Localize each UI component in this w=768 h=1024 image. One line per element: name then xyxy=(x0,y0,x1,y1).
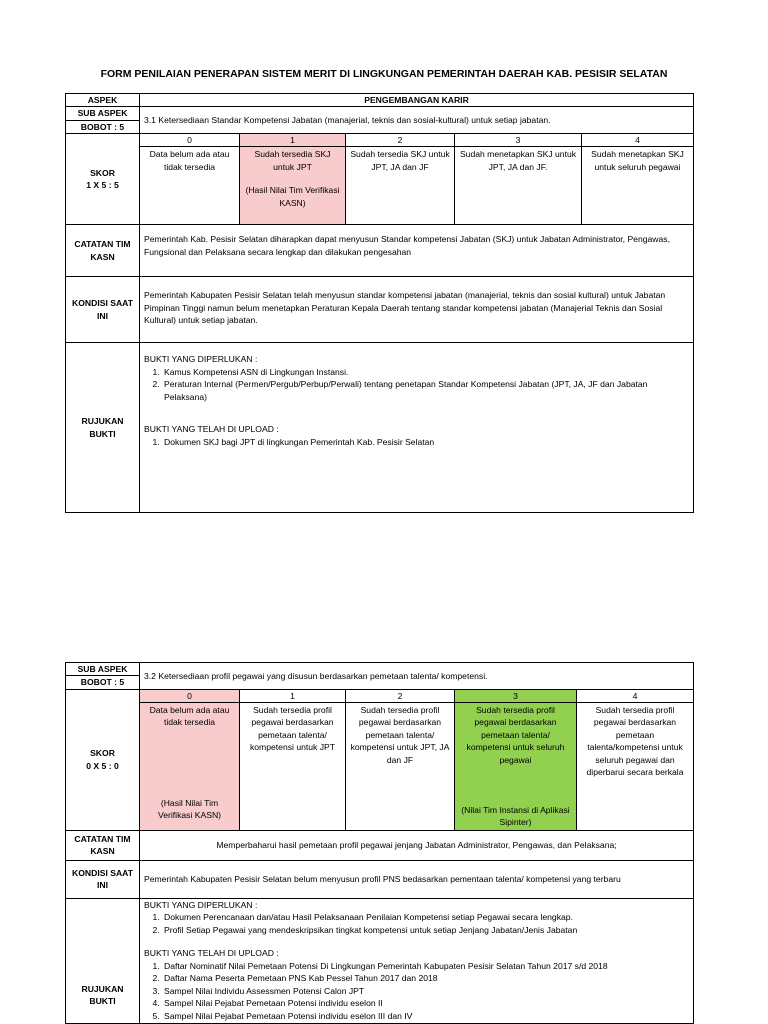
score-2: 2 xyxy=(346,134,455,147)
sub-aspek-label: SUB ASPEK xyxy=(66,663,140,676)
score-4: 4 xyxy=(577,689,694,702)
skor-value: 0 X 5 : 0 xyxy=(86,760,119,771)
score-4: 4 xyxy=(582,134,694,147)
aspek-value: PENGEMBANGAN KARIR xyxy=(140,94,694,107)
skor-cell xyxy=(66,689,140,830)
bukti-diperlukan-list xyxy=(144,366,689,403)
score-0: 0 xyxy=(140,134,240,147)
catatan-label: CATATAN TIM KASN xyxy=(66,830,140,860)
criteria-3: Sudah tersedia profil pegawai berdasarkan pemetaan talenta/ kompetensi untuk seluruh pegawai xyxy=(466,704,565,765)
rujukan-cell xyxy=(140,898,694,1023)
score-2: 2 xyxy=(346,689,455,702)
criteria-1: Sudah tersedia SKJ untuk JPT xyxy=(254,149,331,172)
bukti-upload-heading: BUKTI YANG TELAH DI UPLOAD : xyxy=(144,948,279,959)
criteria-2: Sudah tersedia SKJ untuk JPT, JA dan JF xyxy=(346,147,455,225)
sub-aspek-label: SUB ASPEK xyxy=(66,107,140,120)
bukti-diperlukan-heading: BUKTI YANG DIPERLUKAN : xyxy=(144,354,258,365)
bobot-label: BOBOT : 5 xyxy=(66,120,140,133)
criteria-0-cell xyxy=(140,702,240,830)
criteria-4: Sudah tersedia profil pegawai berdasarkan pemetaan talenta/kompetensi untuk seluruh pegawai dan diperbarui secara berkala xyxy=(577,702,694,830)
rujukan-cell xyxy=(140,343,694,513)
bukti-diperlukan-list xyxy=(144,911,689,936)
bobot-label: BOBOT : 5 xyxy=(66,676,140,689)
kondisi-label: KONDISI SAAT INI xyxy=(66,860,140,898)
bukti-upload-list xyxy=(144,960,689,1022)
assessment-table-3-2 xyxy=(65,662,694,1024)
list-item: 1. Kamus Kompetensi ASN di Lingkungan Instansi. xyxy=(162,366,689,378)
skor-value: 1 X 5 : 5 xyxy=(86,180,119,191)
kondisi-label: KONDISI SAAT INI xyxy=(66,277,140,343)
form-title: FORM PENILAIAN PENERAPAN SISTEM MERIT DI LINGKUNGAN PEMERINTAH DAERAH KAB. PESISIR SELATAN xyxy=(100,68,668,80)
criteria-0: Data belum ada atau tidak tersedia xyxy=(149,704,230,728)
list-item: 1. Dokumen SKJ bagi JPT di lingkungan Pemerintah Kab. Pesisir Selatan xyxy=(162,436,689,448)
list-item: 5. Sampel Nilai Pejabat Pemetaan Potensi individu eselon III dan IV xyxy=(162,1010,689,1022)
criteria-3: Sudah menetapkan SKJ untuk JPT, JA dan JF. xyxy=(455,147,582,225)
skor-label: SKOR xyxy=(90,167,115,178)
list-item: 2. Daftar Nama Peserta Pemetaan PNS Kab Pessel Tahun 2017 dan 2018 xyxy=(162,972,689,984)
criteria-note: (Hasil Nilai Tim Verifikasi KASN) xyxy=(245,185,340,208)
list-item: 2. Profil Setiap Pegawai yang mendeskripsikan tingkat kompetensi untuk setiap Jenjang Jabatan/Jenis Jabatan xyxy=(162,924,689,936)
list-item: 1. Dokumen Perencanaan dan/atau Hasil Pelaksanaan Penilaian Kompetensi setiap Pegawai secara lengkap. xyxy=(162,911,689,923)
catatan-label: CATATAN TIM KASN xyxy=(66,225,140,277)
catatan-text: Memperbaharui hasil pemetaan profil pegawai jenjang Jabatan Administrator, Pengawas, dan Pelaksana; xyxy=(140,830,694,860)
list-item: 4. Sampel Nilai Pejabat Pemetaan Potensi individu eselon II xyxy=(162,997,689,1009)
bukti-diperlukan-heading: BUKTI YANG DIPERLUKAN : xyxy=(144,899,258,910)
rujukan-label: RUJUKAN BUKTI xyxy=(66,343,140,513)
list-item: 3. Sampel Nilai Individu Assessmen Potensi Calon JPT xyxy=(162,985,689,997)
score-1: 1 xyxy=(240,134,346,147)
criteria-0: Data belum ada atau tidak tersedia xyxy=(140,147,240,225)
criteria-2: Sudah tersedia profil pegawai berdasarkan pemetaan talenta/ kompetensi untuk JPT, JA dan JF xyxy=(346,702,455,830)
list-item: 2. Peraturan Internal (Permen/Pergub/Perbup/Perwali) tentang penetapan Standar Kompetensi Jabatan (JPT, JA, JF dan Jabatan Pelaksana) xyxy=(162,378,689,403)
list-item: 1. Daftar Nominatif Nilai Pemetaan Potensi Di Lingkungan Pemerintah Kabupaten Pesisir Selatan Tahun 2017 s/d 2018 xyxy=(162,960,689,972)
skor-label: SKOR xyxy=(90,748,115,759)
rujukan-label: RUJUKAN BUKTI xyxy=(66,898,140,1023)
kondisi-text: Pemerintah Kabupaten Pesisir Selatan telah menyusun standar kompetensi jabatan (manajerial, teknis dan sosial kultural) untuk Jabatan Pimpinan Tinggi namun belum menetapkan Peraturan Kepala Daerah tentang standar kompetensi jabatan (Manajerial Teknis dan Sosial Kultural) untuk setiap jabatan. xyxy=(140,277,694,343)
criteria-note-0: (Hasil Nilai Tim Verifikasi KASN) xyxy=(157,798,222,821)
criteria-note-3: (Nilai Tim Instansi di Aplikasi Sipinter) xyxy=(461,805,570,828)
sub-aspek-text: 3.1 Ketersediaan Standar Kompetensi Jabatan (manajerial, teknis dan sosial-kultural) untuk setiap jabatan. xyxy=(140,107,694,134)
sub-aspek-text: 3.2 Ketersediaan profil pegawai yang disusun berdasarkan pemetaan talenta/ kompetensi. xyxy=(140,663,694,690)
bukti-upload-heading: BUKTI YANG TELAH DI UPLOAD : xyxy=(144,424,279,435)
bukti-upload-list xyxy=(144,436,689,448)
catatan-text: Pemerintah Kab. Pesisir Selatan diharapkan dapat menyusun Standar kompetensi Jabatan (SKJ) untuk Jabatan Administrator, Pengawas, Fungsional dan Pelaksana secara lengkap dan dilakukan pengesahan xyxy=(140,225,694,277)
score-3: 3 xyxy=(455,134,582,147)
skor-cell xyxy=(66,134,140,225)
assessment-table-3-1 xyxy=(65,93,694,513)
criteria-4: Sudah menetapkan SKJ untuk seluruh pegawai xyxy=(582,147,694,225)
score-3: 3 xyxy=(455,689,577,702)
score-1: 1 xyxy=(240,689,346,702)
kondisi-text: Pemerintah Kabupaten Pesisir Selatan belum menyusun profil PNS bedasarkan pementaan talenta/ kompetensi yang terbaru xyxy=(140,860,694,898)
score-0: 0 xyxy=(140,689,240,702)
criteria-3-cell xyxy=(455,702,577,830)
criteria-1: Sudah tersedia profil pegawai berdasarkan pemetaan talenta/ kompetensi untuk JPT xyxy=(240,702,346,830)
aspek-label: ASPEK xyxy=(66,94,140,107)
criteria-1-cell xyxy=(240,147,346,225)
